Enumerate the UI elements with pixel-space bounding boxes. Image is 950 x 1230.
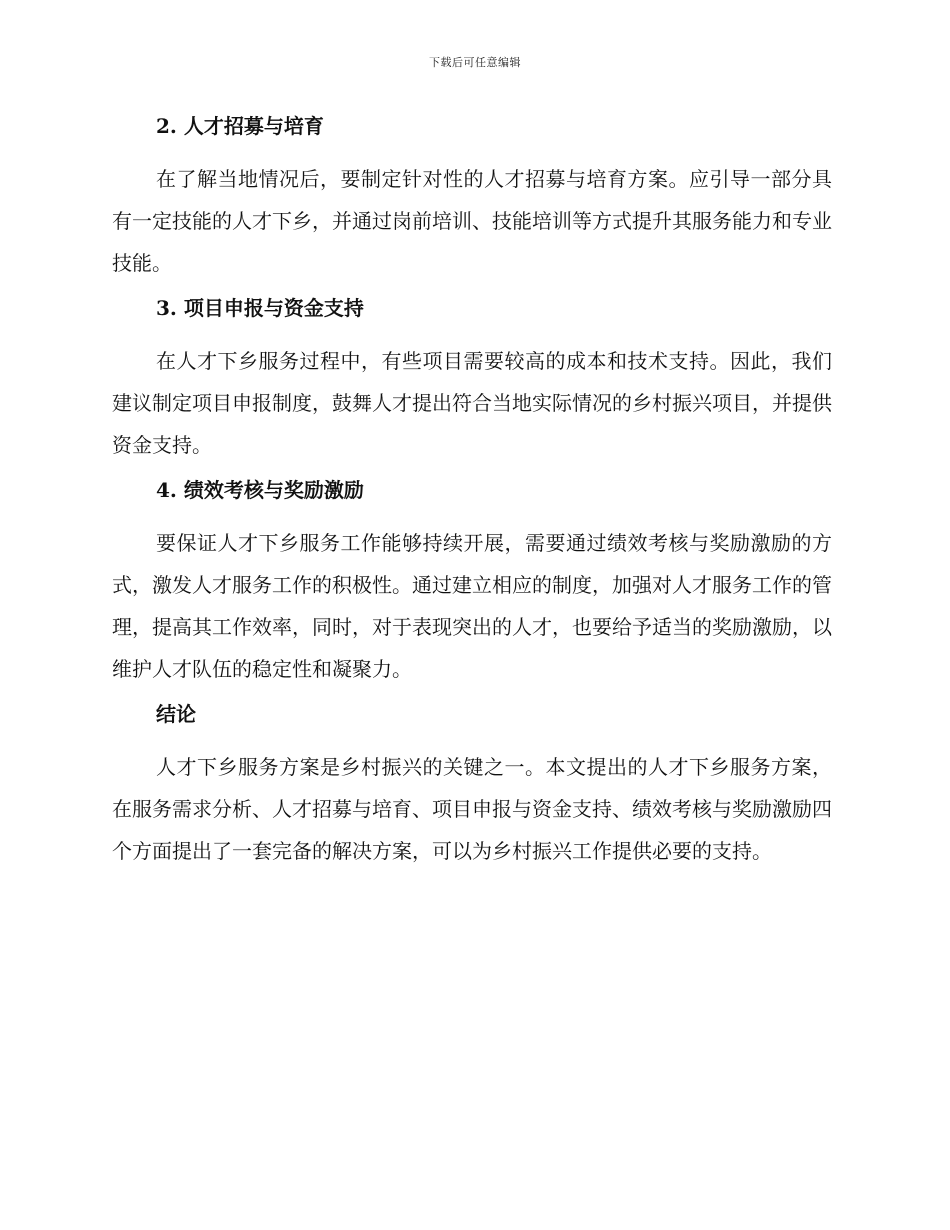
section-heading-project-funding: 3. 项目申报与资金支持 — [156, 296, 364, 320]
section-heading-conclusion: 结论 — [156, 702, 196, 726]
section-paragraph-performance-incentive: 要保证人才下乡服务工作能够持续开展，需要通过绩效考核与奖励激励的方式，激发人才服务工作的积极性。通过建立相应的制度，加强对人才服务工作的管理，提高其工作效率，同时，对于表现突出的人才，也要给予适当的奖励激励，以维护人才队伍的稳定性和凝聚力。 — [112, 531, 832, 681]
header-note: 下载后可任意编辑 — [429, 56, 521, 69]
section-paragraph-project-funding: 在人才下乡服务过程中，有些项目需要较高的成本和技术支持。因此，我们建议制定项目申报制度，鼓舞人才提出符合当地实际情况的乡村振兴项目，并提供资金支持。 — [112, 349, 832, 457]
section-paragraph-conclusion: 人才下乡服务方案是乡村振兴的关键之一。本文提出的人才下乡服务方案，在服务需求分析、人才招募与培育、项目申报与资金支持、绩效考核与奖励激励四个方面提出了一套完备的解决方案，可以为乡村振兴工作提供必要的支持。 — [112, 755, 832, 863]
section-heading-talent-recruitment: 2. 人才招募与培育 — [156, 114, 324, 138]
document-body — [112, 110, 832, 880]
section-heading-performance-incentive: 4. 绩效考核与奖励激励 — [156, 478, 364, 502]
section-paragraph-talent-recruitment: 在了解当地情况后，要制定针对性的人才招募与培育方案。应引导一部分具有一定技能的人才下乡，并通过岗前培训、技能培训等方式提升其服务能力和专业技能。 — [112, 167, 832, 275]
